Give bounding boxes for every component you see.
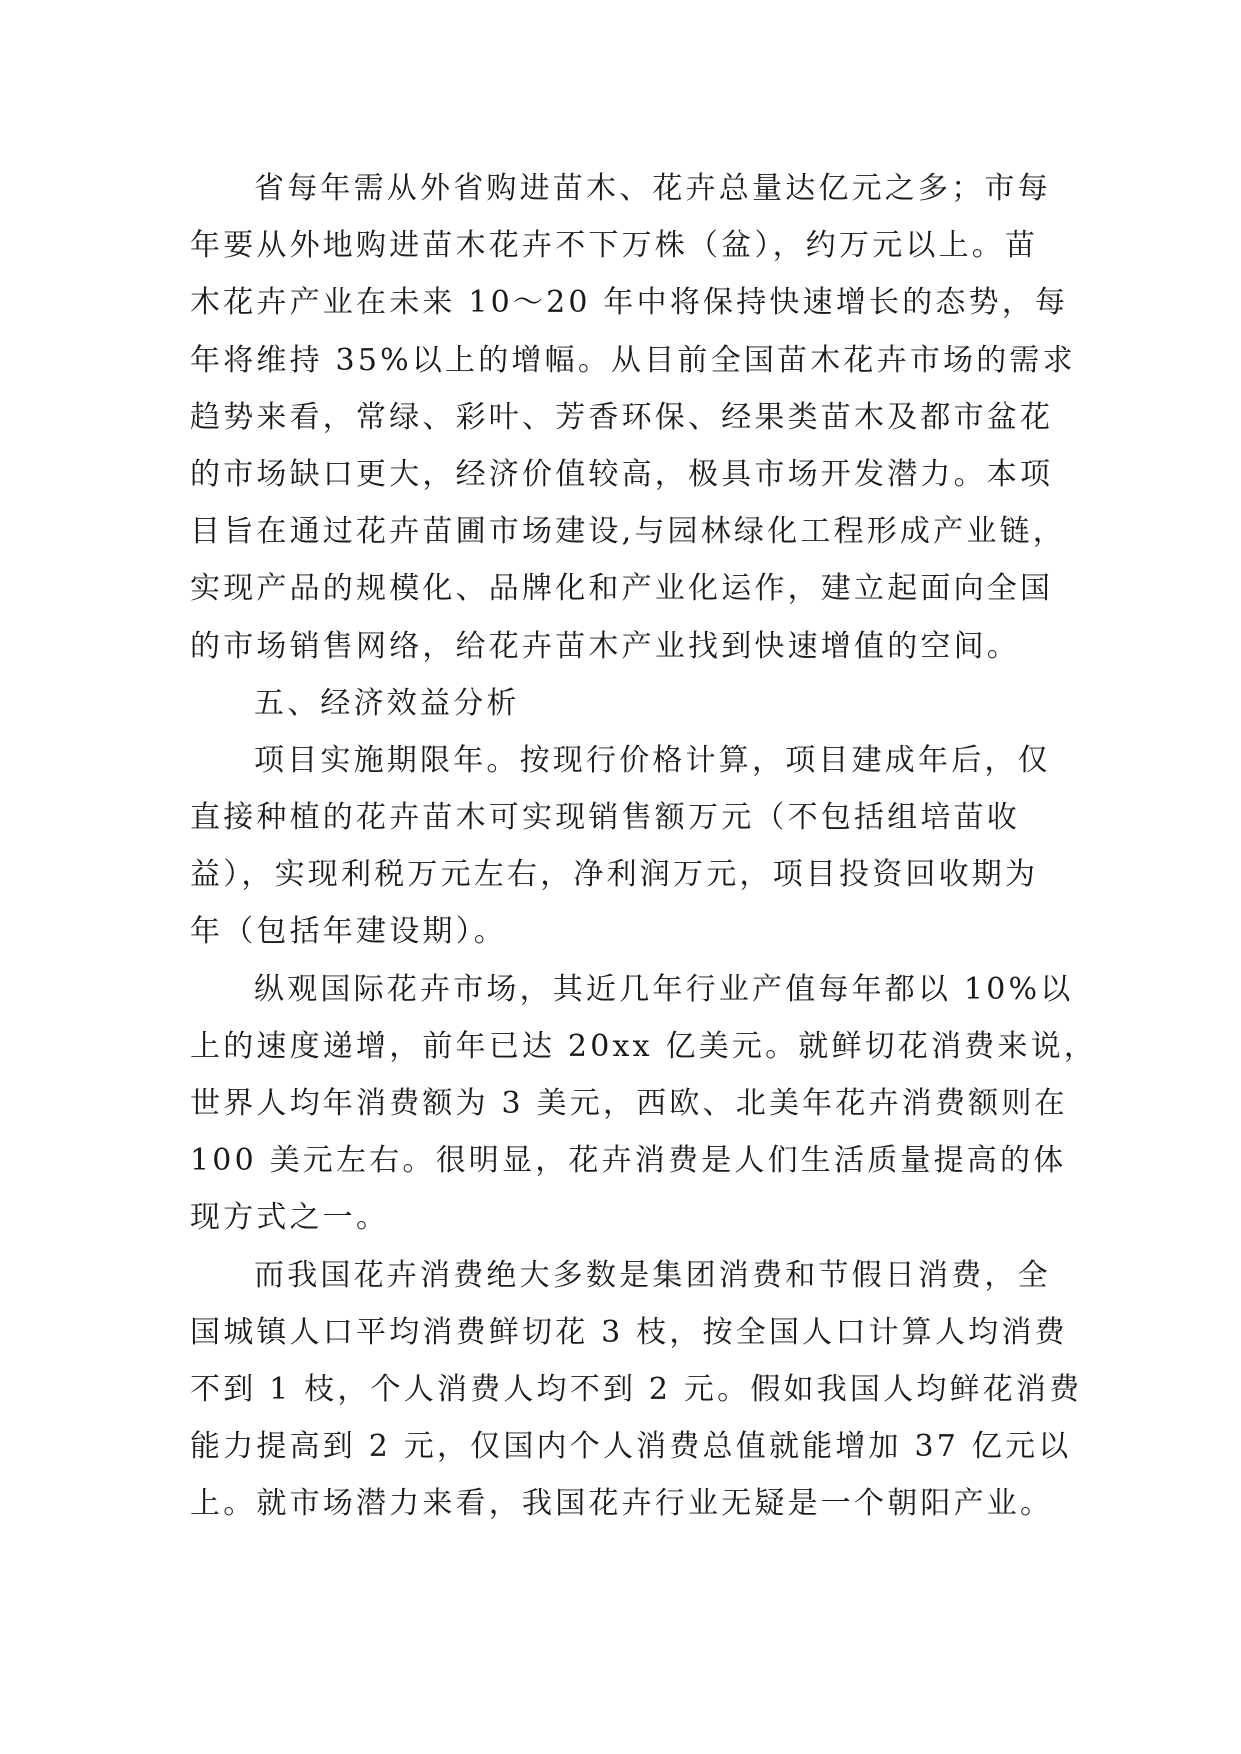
- text-line: 不到 1 枝，个人消费人均不到 2 元。假如我国人均鲜花消费: [190, 1371, 1083, 1407]
- text-line: 年要从外地购进苗木花卉不下万株（盆），约万元以上。苗: [190, 228, 1039, 264]
- text-line: 项目实施期限年。按现行价格计算，项目建成年后，仅: [254, 742, 1051, 778]
- text-line: 省每年需从外省购进苗木、花卉总量达亿元之多；市每: [254, 171, 1051, 206]
- section-heading: 五、经济效益分析: [254, 685, 520, 721]
- text-line: 纵观国际花卉市场，其近几年行业产值每年都以 10%以: [254, 971, 1074, 1007]
- text-line: 世界人均年消费额为 3 美元，西欧、北美年花卉消费额则在: [190, 1086, 1068, 1121]
- text-line: 年将维持 35%以上的增幅。从目前全国苗木花卉市场的需求: [190, 342, 1076, 378]
- text-line: 的市场缺口更大，经济价值较高，极具市场开发潜力。本项: [190, 456, 1054, 492]
- text-line: 益），实现利税万元左右，净利润万元，项目投资回收期为: [190, 857, 1039, 893]
- text-line: 上。就市场潜力来看，我国花卉行业无疑是一个朝阳产业。: [190, 1486, 1054, 1522]
- text-line: 而我国花卉消费绝大多数是集团消费和节假日消费，全: [254, 1257, 1051, 1293]
- text-line: 趋势来看，常绿、彩叶、芳香环保、经果类苗木及都市盆花: [190, 399, 1054, 435]
- body-text: [190, 160, 1098, 1533]
- text-line: 直接种植的花卉苗木可实现销售额万元（不包括组培苗收: [190, 800, 1020, 836]
- text-line: 现方式之一。: [190, 1200, 390, 1236]
- text-line: 目旨在通过花卉苗圃市场建设,与园林绿化工程形成产业链，: [190, 514, 1066, 550]
- text-line: 100 美元左右。很明显，花卉消费是人们生活质量提高的体: [190, 1143, 1067, 1179]
- text-line: 实现产品的规模化、品牌化和产业化运作，建立起面向全国: [190, 571, 1054, 607]
- text-line: 木花卉产业在未来 10～20 年中将保持快速增长的态势，每: [190, 285, 1069, 321]
- text-line: 年（包括年建设期）。: [190, 914, 507, 950]
- text-line: 能力提高到 2 元，仅国内个人消费总值就能增加 37 亿元以: [190, 1429, 1072, 1465]
- text-line: 上的速度递增，前年已达 20xx 亿美元。就鲜切花消费来说，: [190, 1028, 1098, 1064]
- text-line: 国城镇人口平均消费鲜切花 3 枝，按全国人口计算人均消费: [190, 1314, 1068, 1350]
- text-line: 的市场销售网络，给花卉苗木产业找到快速增值的空间。: [190, 628, 1020, 664]
